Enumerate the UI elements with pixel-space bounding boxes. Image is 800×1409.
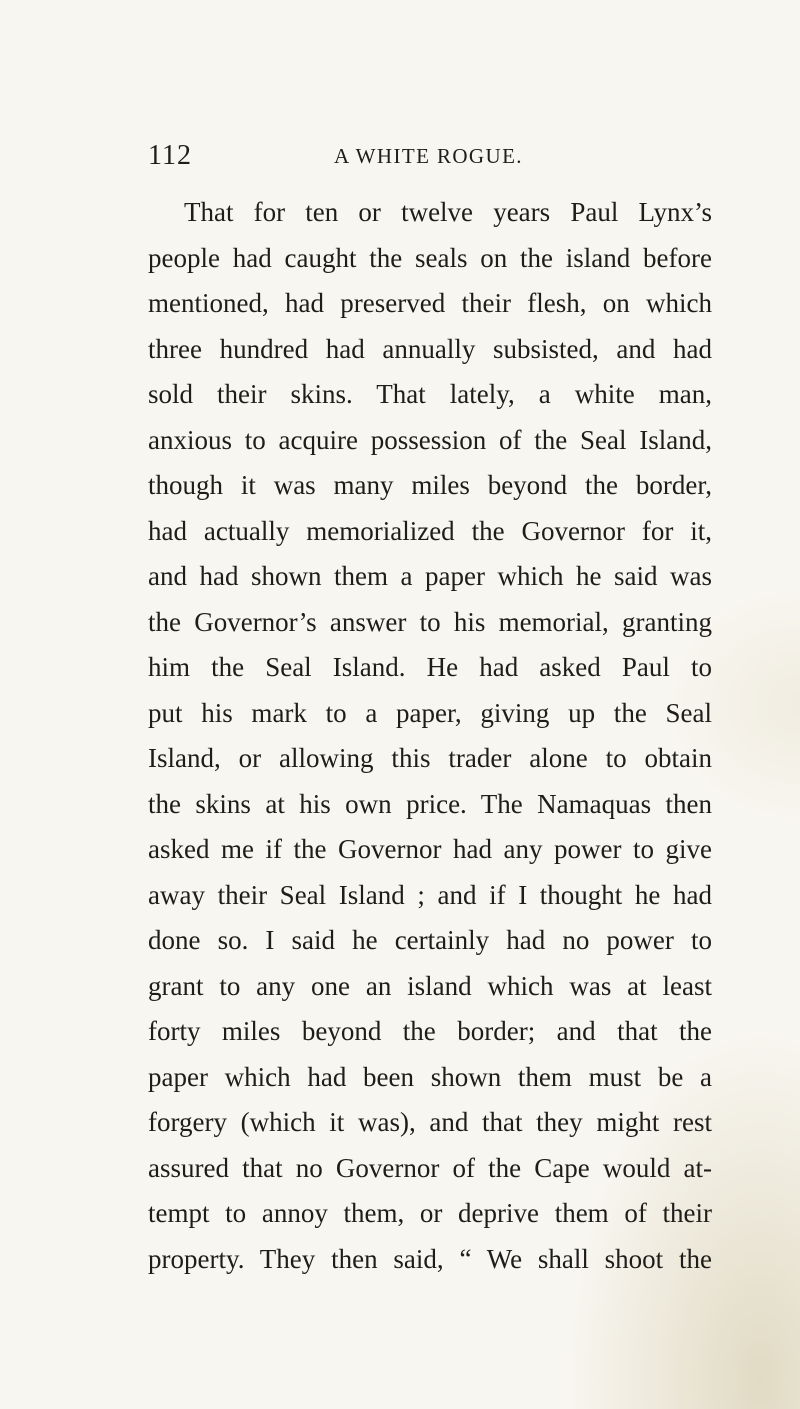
text-line: three hundred had annually subsisted, and had xyxy=(148,333,712,364)
text-line: asked me if the Governor had any power to give xyxy=(148,834,712,864)
text-line: sold their skins. That lately, a white man, xyxy=(148,379,712,409)
text-line: done so. I said he certainly had no power to xyxy=(148,925,712,955)
text-line: mentioned, had preserved their flesh, on which xyxy=(148,288,712,318)
text-line: forty miles beyond the border; and that the xyxy=(148,1016,712,1046)
text-line: grant to any one an island which was at least xyxy=(148,970,712,1001)
text-line: Island, or allowing this trader alone to obtain xyxy=(148,743,712,773)
text-line: paper which had been shown them must be a xyxy=(148,1061,712,1092)
text-line: away their Seal Island ; and if I thought he had xyxy=(148,879,712,910)
text-line: him the Seal Island. He had asked Paul to xyxy=(148,652,712,682)
text-line: had actually memorialized the Governor for it, xyxy=(148,515,712,546)
running-head xyxy=(148,140,712,176)
text-line: and had shown them a paper which he said was xyxy=(148,561,712,591)
text-line: the skins at his own price. The Namaquas then xyxy=(148,788,712,819)
text-line: assured that no Governor of the Cape would at- xyxy=(148,1152,712,1183)
text-line: people had caught the seals on the island before xyxy=(148,242,712,273)
text-line: though it was many miles beyond the border, xyxy=(148,470,712,500)
text-line: tempt to annoy them, or deprive them of their xyxy=(148,1198,712,1228)
body-text xyxy=(148,190,712,1282)
text-line: That for ten or twelve years Paul Lynx’s xyxy=(184,197,712,227)
text-line: property. They then said, “ We shall shoot the xyxy=(148,1243,712,1274)
text-line: forgery (which it was), and that they might rest xyxy=(148,1107,712,1137)
running-title: A WHITE ROGUE. xyxy=(334,144,523,168)
text-line: put his mark to a paper, giving up the Seal xyxy=(148,697,712,728)
text-line: anxious to acquire possession of the Seal Island, xyxy=(148,424,712,455)
text-line: the Governor’s answer to his memorial, granting xyxy=(148,606,712,637)
page-number: 112 xyxy=(148,140,192,171)
